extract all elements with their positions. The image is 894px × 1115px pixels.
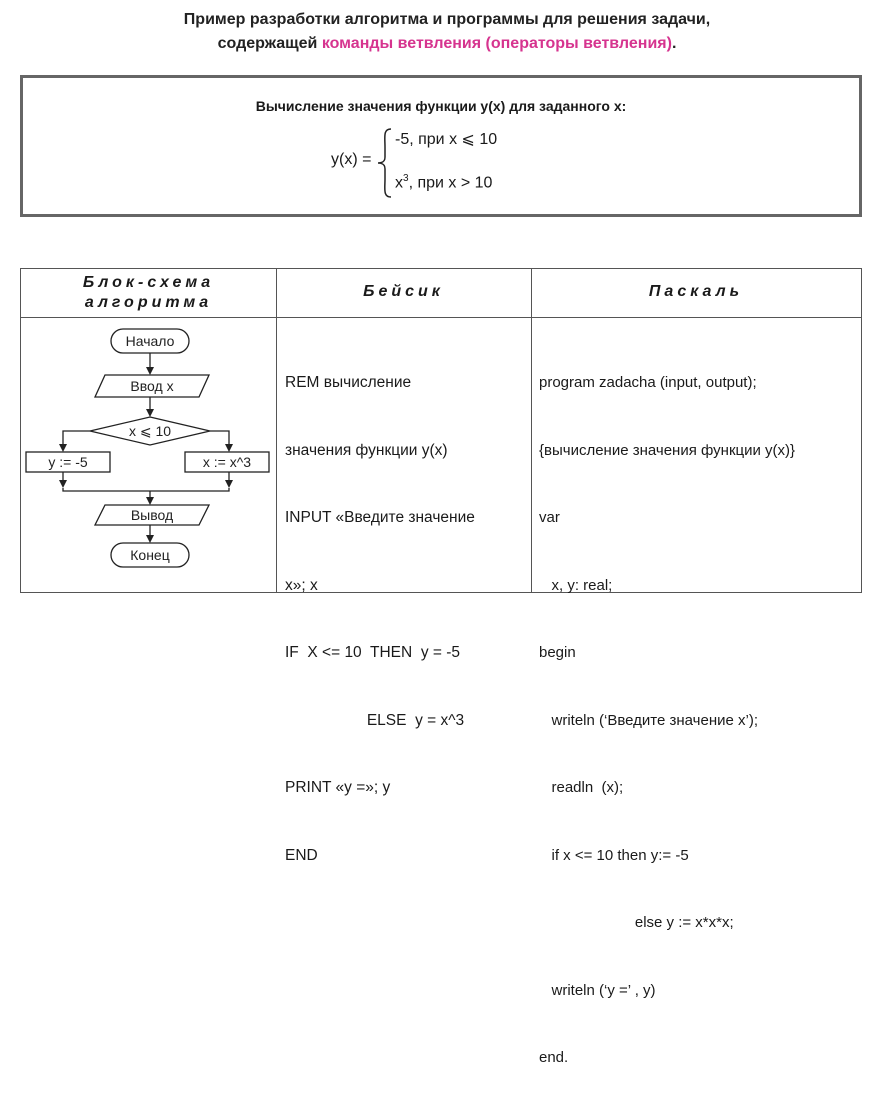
code-line: ELSE y = x^3 [285,711,465,729]
page-title [0,8,894,56]
title-accent: команды ветвления (операторы ветвления) [321,35,672,52]
code-line: {вычисление значения функции y(x)} [539,441,796,459]
flow-output-label: Вывод [130,507,174,523]
column-header-flowchart-line-2: алгоритма [84,294,213,311]
formula-case-2-base: x [395,174,403,192]
code-line: IF X <= 10 THEN y = -5 [285,644,461,661]
code-line: x»; x [285,576,318,594]
title-line-2 [0,32,894,56]
code-line: var [539,509,560,526]
formula-case-1: -5, при x ⩽ 10 [395,131,498,148]
header-divider [21,317,861,318]
flow-condition-label: x ⩽ 10 [128,423,172,439]
column-header-basic: Бейсик [363,283,444,300]
column-header-pascal: Паскаль [648,283,744,300]
title-line-1: Пример разработки алгоритма и программы для решения задачи, [183,11,711,28]
formula-case-2 [395,173,492,192]
title-line-2-prefix: содержащей [217,35,322,52]
code-line: begin [539,644,576,661]
flow-arrow [63,431,90,450]
formula-case-2-exponent: 3 [403,173,409,184]
code-line: END [285,846,318,864]
task-box [20,75,862,217]
code-line: x, y: real; [539,576,613,594]
code-line: readln (x); [539,779,624,796]
basic-code [285,327,475,912]
code-line: writeln (‘Введите значение x’); [539,711,759,729]
curly-brace-icon [375,127,395,199]
column-header-flowchart-line-1: Блок-схема [82,274,215,291]
code-line: end. [539,1049,569,1066]
flow-merge-line [63,488,229,491]
solution-table [20,268,862,1066]
flow-right-label: x := x^3 [202,454,252,470]
code-line: REM вычисление [285,374,412,391]
code-line: else y := x*x*x; [539,914,734,931]
code-line: if x <= 10 then y:= -5 [539,846,689,864]
task-heading: Вычисление значения функции y(x) для заданного x: [255,98,627,114]
flow-arrow [210,431,229,450]
title-line-2-suffix: . [671,35,677,52]
flow-start-label: Начало [125,333,175,349]
code-line: PRINT «y =»; y [285,779,391,796]
flow-end-label: Конец [130,547,170,563]
flow-left-label: y := -5 [48,454,88,470]
flow-input-label: Ввод x [130,378,174,394]
piecewise-formula [331,123,591,203]
code-line: program zadacha (input, output); [539,374,757,391]
column-header-flowchart [21,273,276,313]
code-line: INPUT «Введите значение [285,509,475,526]
pascal-code [539,327,795,1115]
formula-lhs: y(x) = [331,151,372,168]
code-line: writeln (‘y =’ , y) [539,981,656,999]
flowchart [21,319,275,591]
code-line: значения функции y(x) [285,441,448,459]
formula-case-2-rest: , при x > 10 [408,174,493,192]
